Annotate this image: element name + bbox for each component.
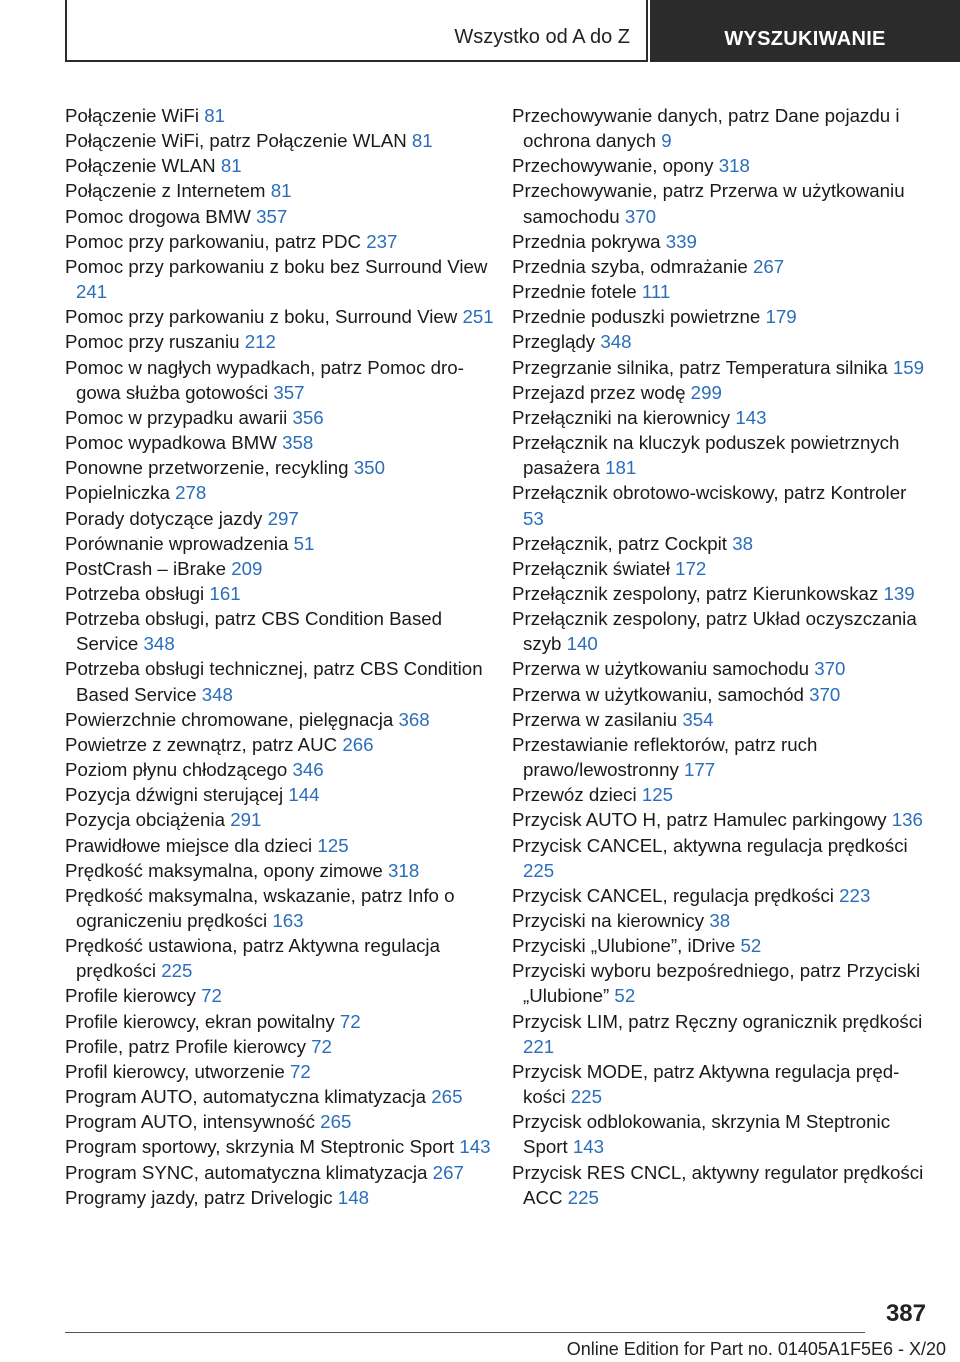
index-entry-page-link[interactable]: 159 bbox=[892, 356, 925, 378]
index-entry-term: Przewóz dzieci bbox=[512, 784, 637, 806]
index-entry bbox=[512, 380, 932, 405]
index-entry-page-link[interactable]: 81 bbox=[411, 130, 433, 152]
index-entry bbox=[512, 933, 932, 958]
index-entry-page-link[interactable]: 291 bbox=[230, 809, 262, 831]
index-entry-page-link[interactable]: 52 bbox=[740, 935, 762, 957]
index-entry bbox=[65, 1109, 495, 1134]
index-entry-term: Połączenie WLAN bbox=[65, 155, 216, 177]
index-entry-page-link[interactable]: 223 bbox=[839, 884, 871, 906]
index-entry-term: Przyciski „Ulubione”, iDrive bbox=[512, 935, 736, 957]
index-entry-term: Program AUTO, automatyczna klimatyzacja bbox=[65, 1086, 427, 1108]
index-entry bbox=[65, 807, 495, 832]
index-entry-page-link[interactable]: 148 bbox=[337, 1186, 369, 1208]
footer-edition: Online Edition for Part no. 01405A1F5E6 - X/20 bbox=[566, 1339, 946, 1359]
index-entry-term: Profile kierowcy, ekran powitalny bbox=[65, 1010, 335, 1032]
index-entry-term: Przednia pokrywa bbox=[512, 230, 661, 252]
index-entry-page-link[interactable]: 346 bbox=[292, 759, 324, 781]
index-entry-page-link[interactable]: 225 bbox=[523, 859, 555, 881]
index-entry-term: Przednia szyba, odmrażanie bbox=[512, 255, 748, 277]
index-entry-page-link[interactable]: 278 bbox=[175, 482, 207, 504]
index-entry bbox=[512, 732, 932, 782]
index-entry-page-link[interactable]: 368 bbox=[398, 708, 430, 730]
index-entry-term: Przycisk MODE, patrz Aktywna regulacja prędkości bbox=[512, 1060, 900, 1108]
index-entry-term: Przyciski na kierownicy bbox=[512, 910, 705, 931]
index-entry-term: Przegrzanie silnika, patrz Temperatura silnika bbox=[512, 356, 888, 378]
index-entry bbox=[512, 606, 932, 656]
index-entry-term: Potrzeba obsługi bbox=[65, 582, 205, 604]
index-entry-page-link[interactable]: 9 bbox=[661, 130, 672, 152]
index-entry-page-link[interactable]: 225 bbox=[570, 1086, 602, 1108]
index-entry-page-link[interactable]: 370 bbox=[814, 658, 846, 680]
index-entry bbox=[65, 103, 495, 128]
index-entry bbox=[65, 531, 495, 556]
index-entry bbox=[512, 178, 932, 228]
index-entry-term: Powietrze z zewnątrz, patrz AUC bbox=[65, 733, 338, 755]
index-entry-term: Pomoc drogowa BMW bbox=[65, 205, 251, 227]
index-entry bbox=[65, 606, 495, 656]
index-entry-page-link[interactable]: 143 bbox=[735, 406, 767, 428]
index-entry bbox=[512, 229, 932, 254]
index-entry-page-link[interactable]: 339 bbox=[665, 230, 697, 252]
index-entry bbox=[512, 329, 932, 354]
index-entry-page-link[interactable]: 354 bbox=[682, 708, 714, 730]
index-entry-term: Pomoc wypadkowa BMW bbox=[65, 432, 277, 454]
index-entry-page-link[interactable]: 212 bbox=[244, 331, 276, 353]
index-entry-term: Przełącznik na kluczyk poduszek powietrznych pasażera bbox=[512, 432, 900, 479]
index-entry-term: Powierzchnie chromowane, pielęgnacja bbox=[65, 708, 394, 730]
index-entry-page-link[interactable]: 318 bbox=[388, 859, 420, 881]
page-number: 387 bbox=[885, 1300, 926, 1327]
index-entry-term: Profile kierowcy bbox=[65, 985, 196, 1007]
index-entry bbox=[65, 1084, 495, 1109]
index-entry bbox=[65, 707, 495, 732]
index-entry bbox=[65, 204, 495, 229]
index-entry-page-link[interactable]: 72 bbox=[339, 1010, 361, 1032]
index-entry-page-link[interactable]: 125 bbox=[641, 784, 674, 806]
index-entry-term: Przechowywanie, opony bbox=[512, 155, 714, 177]
index-entry bbox=[512, 682, 932, 707]
index-entry-term: Połączenie WiFi, patrz Połączenie WLAN bbox=[65, 130, 407, 152]
index-entry bbox=[65, 656, 495, 706]
index-entry bbox=[65, 455, 495, 480]
index-column-right bbox=[512, 103, 932, 1210]
index-entry bbox=[512, 1009, 932, 1059]
index-entry-term: Przycisk RES CNCL, aktywny regulator prędkości ACC bbox=[512, 1161, 924, 1208]
index-entry-term: Pomoc przy parkowaniu z boku, Surround View bbox=[65, 306, 458, 328]
index-entry bbox=[512, 1109, 932, 1159]
index-entry bbox=[65, 430, 495, 455]
index-entry-page-link[interactable]: 348 bbox=[143, 633, 175, 655]
index-entry-term: Przycisk CANCEL, regulacja prędkości bbox=[512, 884, 834, 906]
index-entry-page-link[interactable]: 266 bbox=[342, 733, 374, 755]
index-entry-page-link[interactable]: 81 bbox=[270, 180, 292, 202]
search-tab-label: WYSZUKIWANIE bbox=[724, 28, 886, 50]
index-entry-term: Przełącznik zespolony, patrz Układ oczyszczania szyb bbox=[512, 608, 917, 655]
index-entry bbox=[65, 229, 495, 254]
index-entry-page-link[interactable]: 358 bbox=[282, 432, 314, 454]
index-entry bbox=[512, 355, 932, 380]
index-entry bbox=[512, 833, 932, 883]
index-entry-term: Program SYNC, automatyczna klimatyzacja bbox=[65, 1161, 428, 1183]
index-entry bbox=[65, 329, 495, 354]
index-entry-term: Porównanie wprowadzenia bbox=[65, 532, 289, 554]
index-entry bbox=[65, 1034, 495, 1059]
index-entry-term: Przerwa w użytkowaniu, samochód bbox=[512, 683, 804, 705]
index-entry bbox=[512, 656, 932, 681]
index-entry-term: Porady dotyczące jazdy bbox=[65, 507, 263, 529]
index-entry-term: Połączenie WiFi bbox=[65, 105, 199, 126]
index-entry-page-link[interactable]: 241 bbox=[76, 281, 108, 303]
index-entry-term: Prędkość ustawiona, patrz Aktywna regulacja prędkości bbox=[65, 935, 440, 982]
index-entry-page-link[interactable]: 53 bbox=[523, 507, 544, 529]
index-entry bbox=[65, 128, 495, 153]
index-entry-term: Przyciski wyboru bezpośredniego, patrz Przyciski „Ulubione” bbox=[512, 960, 921, 1007]
index-entry-page-link[interactable]: 357 bbox=[256, 205, 288, 227]
index-entry bbox=[65, 1009, 495, 1034]
index-entry-page-link[interactable]: 350 bbox=[353, 457, 385, 479]
index-entry-page-link[interactable]: 370 bbox=[624, 205, 657, 227]
index-entry-term: Przestawianie reflektorów, patrz ruch prawo/lewostronny bbox=[512, 733, 818, 781]
index-entry-page-link[interactable]: 348 bbox=[600, 331, 632, 353]
index-entry bbox=[512, 883, 932, 908]
index-entry-term: Przycisk LIM, patrz Ręczny ogranicznik prędkości bbox=[512, 1010, 923, 1032]
index-entry-page-link[interactable]: 179 bbox=[765, 306, 797, 328]
index-entry bbox=[65, 983, 495, 1008]
index-entry-term: Potrzeba obsługi technicznej, patrz CBS Condition Based Service bbox=[65, 658, 483, 705]
index-entry-term: Przerwa w zasilaniu bbox=[512, 708, 678, 730]
index-entry bbox=[65, 178, 495, 203]
index-entry-term: Przełącznik świateł bbox=[512, 557, 670, 579]
index-entry bbox=[65, 933, 495, 983]
index-entry bbox=[65, 556, 495, 581]
index-entry bbox=[512, 908, 932, 933]
index-entry-page-link[interactable]: 348 bbox=[201, 683, 233, 705]
index-entry-term: Pozycja obciążenia bbox=[65, 809, 225, 831]
index-entry bbox=[512, 1059, 932, 1109]
search-tab[interactable] bbox=[650, 0, 960, 62]
index-entry-page-link[interactable]: 237 bbox=[366, 230, 398, 252]
index-entry-page-link[interactable]: 81 bbox=[220, 155, 242, 177]
index-entry-page-link[interactable]: 318 bbox=[718, 155, 750, 177]
index-entry-term: Przycisk AUTO H, patrz Hamulec parkingowy bbox=[512, 809, 887, 831]
index-column-left bbox=[65, 103, 495, 1210]
index-entry-page-link[interactable]: 357 bbox=[273, 381, 305, 403]
index-entry bbox=[65, 581, 495, 606]
section-title: Wszystko od A do Z bbox=[454, 26, 630, 48]
index-entry-term: Profile, patrz Profile kierowcy bbox=[65, 1035, 306, 1057]
index-entry-page-link[interactable]: 144 bbox=[288, 784, 320, 806]
index-entry bbox=[65, 782, 495, 807]
index-entry-term: Pomoc przy parkowaniu z boku bez Surround View bbox=[65, 255, 488, 277]
index-entry bbox=[65, 304, 495, 329]
index-entry bbox=[65, 1185, 495, 1210]
index-entry-page-link[interactable]: 265 bbox=[431, 1086, 463, 1108]
index-entry-page-link[interactable]: 209 bbox=[231, 557, 263, 579]
index-entry-term: Profil kierowcy, utworzenie bbox=[65, 1060, 285, 1082]
index-entry-page-link[interactable]: 297 bbox=[267, 507, 299, 529]
index-entry-term: Pozycja dźwigni sterującej bbox=[65, 784, 284, 806]
index-entry-page-link[interactable]: 177 bbox=[684, 759, 716, 781]
index-entry-term: Program AUTO, intensywność bbox=[65, 1111, 315, 1133]
page-header bbox=[65, 0, 960, 64]
index-entry-term: Połączenie z Internetem bbox=[65, 180, 266, 202]
index-entry-page-link[interactable]: 72 bbox=[311, 1035, 332, 1057]
index-entry-page-link[interactable]: 143 bbox=[572, 1136, 605, 1158]
index-entry-page-link[interactable]: 267 bbox=[753, 255, 785, 277]
index-entry-page-link[interactable]: 81 bbox=[204, 105, 225, 126]
index-entry-page-link[interactable]: 225 bbox=[161, 960, 193, 982]
index-entry-term: Przełącznik, patrz Cockpit bbox=[512, 532, 727, 554]
index-entry-term: Przechowywanie, patrz Przerwa w użytkowaniu samochodu bbox=[512, 180, 905, 227]
footer-divider bbox=[65, 1332, 865, 1333]
index-entry bbox=[65, 1160, 495, 1185]
index-entry-term: Pomoc przy parkowaniu, patrz PDC bbox=[65, 230, 361, 252]
index-entry bbox=[65, 732, 495, 757]
index-entry bbox=[512, 279, 932, 304]
index-entry bbox=[65, 254, 495, 304]
index-entry-page-link[interactable]: 163 bbox=[272, 910, 304, 931]
index-entry-page-link[interactable]: 72 bbox=[290, 1060, 311, 1082]
index-entry-term: Przełącznik zespolony, patrz Kierunkowskaz bbox=[512, 582, 879, 604]
index-entry bbox=[65, 858, 495, 883]
index-entry bbox=[65, 1134, 495, 1159]
index-entry-term: Potrzeba obsługi, patrz CBS Condition Based Service bbox=[65, 608, 443, 655]
index-entry-page-link[interactable]: 38 bbox=[709, 910, 731, 931]
index-entry-page-link[interactable]: 370 bbox=[809, 683, 841, 705]
index-entry-page-link[interactable]: 125 bbox=[317, 834, 349, 856]
index-entry-page-link[interactable]: 181 bbox=[605, 457, 637, 479]
index-entry-page-link[interactable]: 136 bbox=[891, 809, 923, 831]
index-entry-page-link[interactable]: 140 bbox=[566, 633, 598, 655]
index-entry-term: Przeglądy bbox=[512, 331, 596, 353]
index-entry-term: Przechowywanie danych, patrz Dane pojazdu i ochrona danych bbox=[512, 105, 900, 152]
index-entry bbox=[512, 430, 932, 480]
index-entry-term: Prawidłowe miejsce dla dzieci bbox=[65, 834, 313, 856]
index-entry bbox=[512, 254, 932, 279]
index-entry bbox=[65, 355, 495, 405]
index-entry-page-link[interactable]: 52 bbox=[614, 985, 636, 1007]
index-entry bbox=[512, 480, 932, 530]
index-entry-page-link[interactable]: 143 bbox=[459, 1136, 491, 1158]
index-entry-term: Przejazd przez wodę bbox=[512, 381, 686, 403]
index-entry-page-link[interactable]: 111 bbox=[641, 281, 671, 303]
index-entry-page-link[interactable]: 38 bbox=[732, 532, 753, 554]
index-entry-page-link[interactable]: 172 bbox=[675, 557, 707, 579]
index-entry-page-link[interactable]: 251 bbox=[462, 306, 494, 328]
index-entry bbox=[65, 480, 495, 505]
index-entry-term: Przednie poduszki powietrzne bbox=[512, 306, 761, 328]
index-entry bbox=[65, 757, 495, 782]
index-entry bbox=[512, 1160, 932, 1210]
index-entry bbox=[512, 405, 932, 430]
index-entry bbox=[512, 304, 932, 329]
index-entry bbox=[65, 883, 495, 933]
index-entry-page-link[interactable]: 51 bbox=[293, 532, 315, 554]
index-entry-term: Popielniczka bbox=[65, 482, 170, 504]
index-entry bbox=[65, 405, 495, 430]
index-entry-term: Poziom płynu chłodzącego bbox=[65, 759, 288, 781]
index-entry-page-link[interactable]: 72 bbox=[201, 985, 222, 1007]
index-entry-page-link[interactable]: 299 bbox=[690, 381, 722, 403]
index-entry bbox=[512, 531, 932, 556]
index-entry-term: PostCrash – iBrake bbox=[65, 557, 226, 579]
index-entry-term: Przycisk odblokowania, skrzynia M Steptronic Sport bbox=[512, 1111, 891, 1158]
index-entry bbox=[65, 153, 495, 178]
index-entry-page-link[interactable]: 161 bbox=[209, 582, 241, 604]
index-entry-term: Prędkość maksymalna, wskazanie, patrz Info o ograniczeniu prędkości bbox=[65, 884, 455, 931]
index-entry-page-link[interactable]: 139 bbox=[883, 582, 915, 604]
index-entry-term: Pomoc przy ruszaniu bbox=[65, 331, 240, 353]
index-entry-page-link[interactable]: 225 bbox=[567, 1186, 599, 1208]
index-entry bbox=[512, 153, 932, 178]
index-entry-term: Ponowne przetworzenie, recykling bbox=[65, 457, 349, 479]
index-entry-page-link[interactable]: 356 bbox=[292, 406, 324, 428]
index-entry bbox=[512, 581, 932, 606]
index-entry-term: Przełączniki na kierownicy bbox=[512, 406, 731, 428]
index-entry-term: Pomoc w przypadku awarii bbox=[65, 406, 288, 428]
index-entry-page-link[interactable]: 221 bbox=[523, 1035, 555, 1057]
index-entry bbox=[65, 1059, 495, 1084]
index-entry-term: Przełącznik obrotowo-wciskowy, patrz Kontroler bbox=[512, 482, 907, 504]
index-entry-page-link[interactable]: 265 bbox=[320, 1111, 352, 1133]
index-entry-term: Przerwa w użytkowaniu samochodu bbox=[512, 658, 810, 680]
index-entry bbox=[512, 807, 932, 832]
index-entry-term: Programy jazdy, patrz Drivelogic bbox=[65, 1186, 333, 1208]
index-entry bbox=[512, 782, 932, 807]
index-entry-term: Przycisk CANCEL, aktywna regulacja prędkości bbox=[512, 834, 908, 856]
index-entry bbox=[65, 833, 495, 858]
section-title-box bbox=[65, 0, 648, 62]
index-entry-term: Przednie fotele bbox=[512, 281, 637, 303]
index-entry-page-link[interactable]: 267 bbox=[432, 1161, 464, 1183]
index-entry-term: Prędkość maksymalna, opony zimowe bbox=[65, 859, 383, 881]
index-entry bbox=[512, 958, 932, 1008]
index-entry-term: Program sportowy, skrzynia M Steptronic Sport bbox=[65, 1136, 455, 1158]
index-entry bbox=[512, 707, 932, 732]
index-entry bbox=[65, 506, 495, 531]
index-entry bbox=[512, 556, 932, 581]
index-entry-term: Pomoc w nagłych wypadkach, patrz Pomoc drogowa służba gotowości bbox=[65, 356, 464, 403]
index-entry bbox=[512, 103, 932, 153]
